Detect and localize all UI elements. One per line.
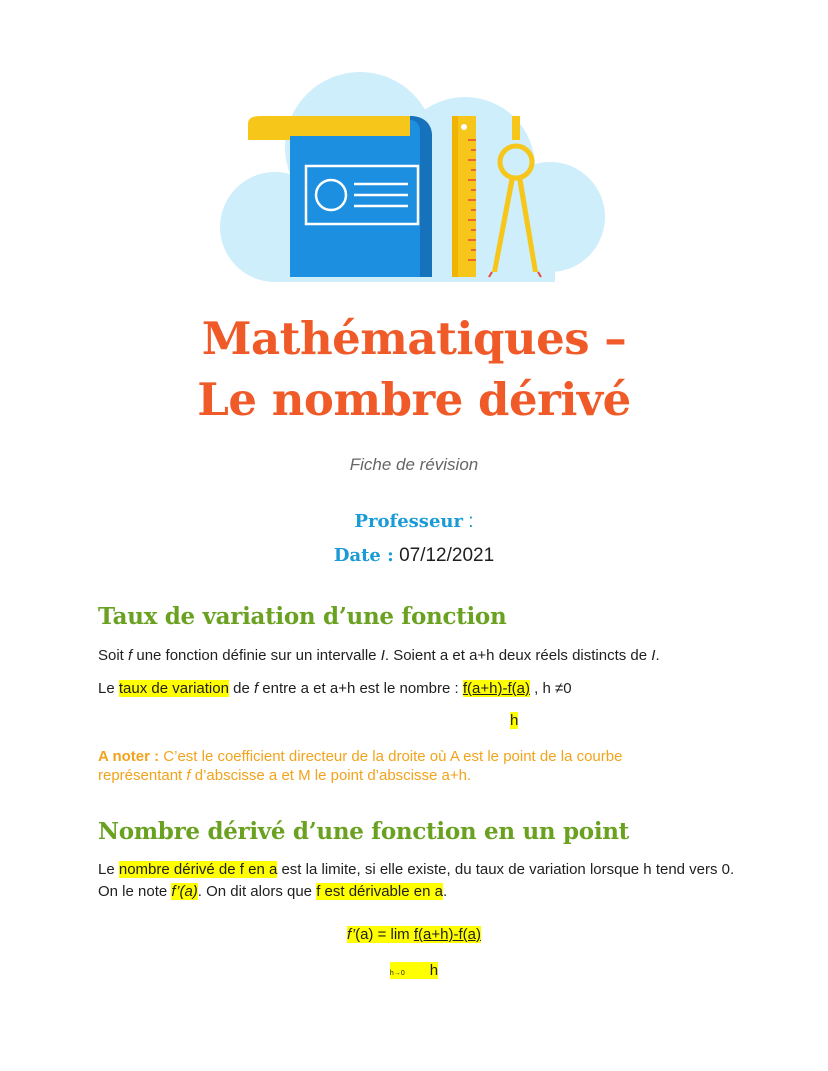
section-heading-rate-of-change: Taux de variation d’une fonction (98, 603, 507, 630)
text: est la limite, si elle existe, du taux de variation lorsque h tend vers 0. On le note (98, 861, 735, 900)
text: une fonction définie sur un intervalle (132, 647, 381, 664)
paragraph-definition (98, 645, 738, 667)
formula-f-prime: f’ (347, 926, 356, 943)
formula-numerator: f(a+h)-f(a) (413, 926, 481, 943)
page-title-line2: Le nombre dérivé (197, 373, 631, 426)
note-paragraph (98, 747, 698, 785)
note-label: A noter : (98, 748, 160, 765)
professor-line (0, 511, 828, 533)
math-tools-illustration (220, 72, 610, 284)
formula-numerator: f(a+h)-f(a) (462, 680, 530, 697)
text: . On dit alors que (197, 883, 317, 900)
italic-interval: I (380, 647, 385, 664)
derivative-formula-bottom (0, 962, 828, 979)
formula-expression (347, 926, 481, 943)
professor-separator: : (462, 511, 474, 532)
text: Le (98, 680, 119, 697)
derivative-formula (0, 926, 828, 943)
text: Soit (98, 647, 129, 664)
formula-denominator-wrap (510, 710, 540, 732)
text: , h ≠0 (529, 680, 572, 697)
text: C’est le coefficient directeur de la droite où A est le point de la courbe représentant (98, 748, 623, 784)
professor-label: Professeur (354, 511, 463, 532)
formula-denominator: h (429, 962, 439, 979)
section-heading-derivative: Nombre dérivé d’une fonction en un point (98, 818, 630, 845)
formula-lim: (a) = lim (355, 926, 414, 943)
text: de (228, 680, 254, 697)
italic-f: f (186, 767, 191, 784)
subtitle: Fiche de révision (349, 455, 479, 474)
italic-f: f (253, 680, 259, 697)
formula-limit-subscript: h→0 (389, 970, 405, 977)
text: . Soient a et a+h deux réels distincts de (384, 647, 652, 664)
paragraph-derivative-definition (98, 859, 738, 903)
text: . (655, 647, 660, 664)
formula-bottom (390, 962, 438, 979)
date-label: Date : (333, 545, 394, 566)
text: . (442, 883, 448, 900)
page-title-line1: Mathématiques – (201, 312, 627, 365)
date-line (0, 545, 828, 567)
text: Le (98, 861, 119, 878)
italic-f: f (128, 647, 133, 664)
italic-interval: I (651, 647, 656, 664)
ruler-icon (452, 116, 476, 277)
text: entre a et a+h est le nombre : (258, 680, 463, 697)
highlight-rate-of-change: taux de variation (118, 680, 229, 697)
text: d’abscisse a et M le point d’abscisse a+h. (190, 767, 472, 784)
highlight-derivative-number: nombre dérivé de f en a (118, 861, 278, 878)
date-value: 07/12/2021 (399, 545, 495, 566)
notation-f-prime: f’(a) (171, 883, 198, 900)
paragraph-rate-formula (98, 678, 738, 700)
highlight-differentiable: f est dérivable en a (316, 883, 443, 900)
formula-denominator: h (510, 712, 519, 729)
